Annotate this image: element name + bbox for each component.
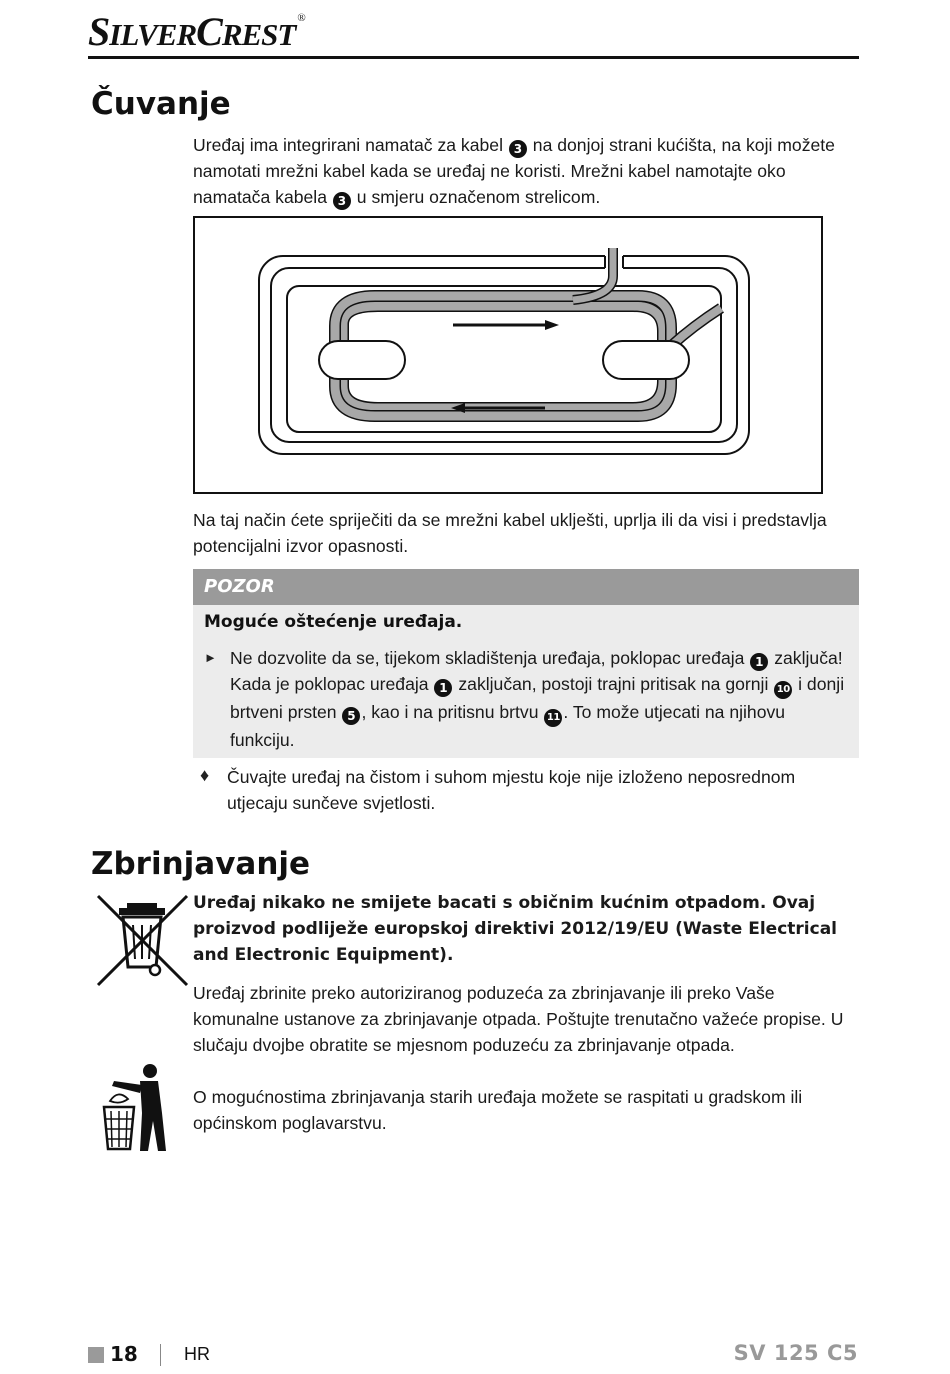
reference-number-badge: 5 xyxy=(342,707,360,725)
page-number: 18 xyxy=(110,1342,138,1366)
warning-label: POZOR xyxy=(204,576,275,597)
municipal-info: O mogućnostima zbrinjavanja starih uređaja možete se raspitati u gradskom ili općinskom poglavarstvu. xyxy=(193,1087,803,1133)
reference-number-badge: 1 xyxy=(750,653,768,671)
disposal-paragraph: Uređaj zbrinite preko autoriziranog poduzeća za zbrinjavanje ili preko Vaše komunalne ustanove za zbrinjavanje otpada. Poštujte trenutačno važeće propise. U slučaju dvojbe obratite se mjesnom poduzeću za zbrinjavanje otpada. xyxy=(193,983,844,1055)
footer-square xyxy=(88,1347,104,1363)
warning-subtitle: Moguće oštećenje uređaja. xyxy=(204,612,463,632)
warning-header xyxy=(193,569,859,605)
header-rule xyxy=(88,56,859,59)
storage-after-figure: Na taj način ćete spriječiti da se mrežni kabel uklješti, uprlja ili da visi i predstavlja potencijalni izvor opasnosti. xyxy=(193,510,827,556)
storage-bullet-text: Čuvajte uređaj na čistom i suhom mjestu koje nije izloženo neposrednom utjecaju sunčeve svjetlosti. xyxy=(227,767,796,813)
cable-winding-figure xyxy=(193,216,823,494)
storage-intro: Uređaj ima integrirani namatač za kabel 3 na donjoj strani kućišta, na koji možete namotati mrežni kabel kada se uređaj ne koristi. Mrežni kabel namotajte oko namatača kabela 3 u smjeru označenom strelicom. xyxy=(193,135,835,208)
brand-logo: SILVERCREST ® xyxy=(88,9,305,54)
section-title-disposal: Zbrinjavanje xyxy=(91,846,311,882)
diamond-bullet-icon: ♦ xyxy=(200,765,210,785)
warning-text: Ne dozvolite da se, tijekom skladištenja uređaja, poklopac uređaja 1 zaključa! Kada je poklopac uređaja 1 zaključan, postoji trajni pritisak na gornji 10 i donji brtveni prsten 5 , kao i na pritisnu brtvu 11 . To može utjecati na njihovu funkciju. xyxy=(230,648,845,750)
footer-separator xyxy=(160,1344,161,1366)
arrow-bullet-icon: ► xyxy=(204,650,217,665)
reference-number-badge: 1 xyxy=(434,679,452,697)
reference-number-badge: 10 xyxy=(774,681,792,699)
language-code: HR xyxy=(184,1344,210,1364)
weee-notice: Uređaj nikako ne smijete bacati s običnim kućnim otpadom. Ovaj proizvod podliježe europskoj direktivi 2012/19/EU (Waste Electrical and Electronic Equipment). xyxy=(193,893,837,965)
section-title-storage: Čuvanje xyxy=(91,86,231,122)
reference-number-badge: 3 xyxy=(509,140,527,158)
model-number: SV 125 C5 xyxy=(733,1341,858,1365)
crossed-wheelie-bin-icon xyxy=(95,893,190,988)
reference-number-badge: 3 xyxy=(333,192,351,210)
reference-number-badge: 11 xyxy=(544,709,562,727)
litter-disposal-icon xyxy=(100,1063,170,1153)
